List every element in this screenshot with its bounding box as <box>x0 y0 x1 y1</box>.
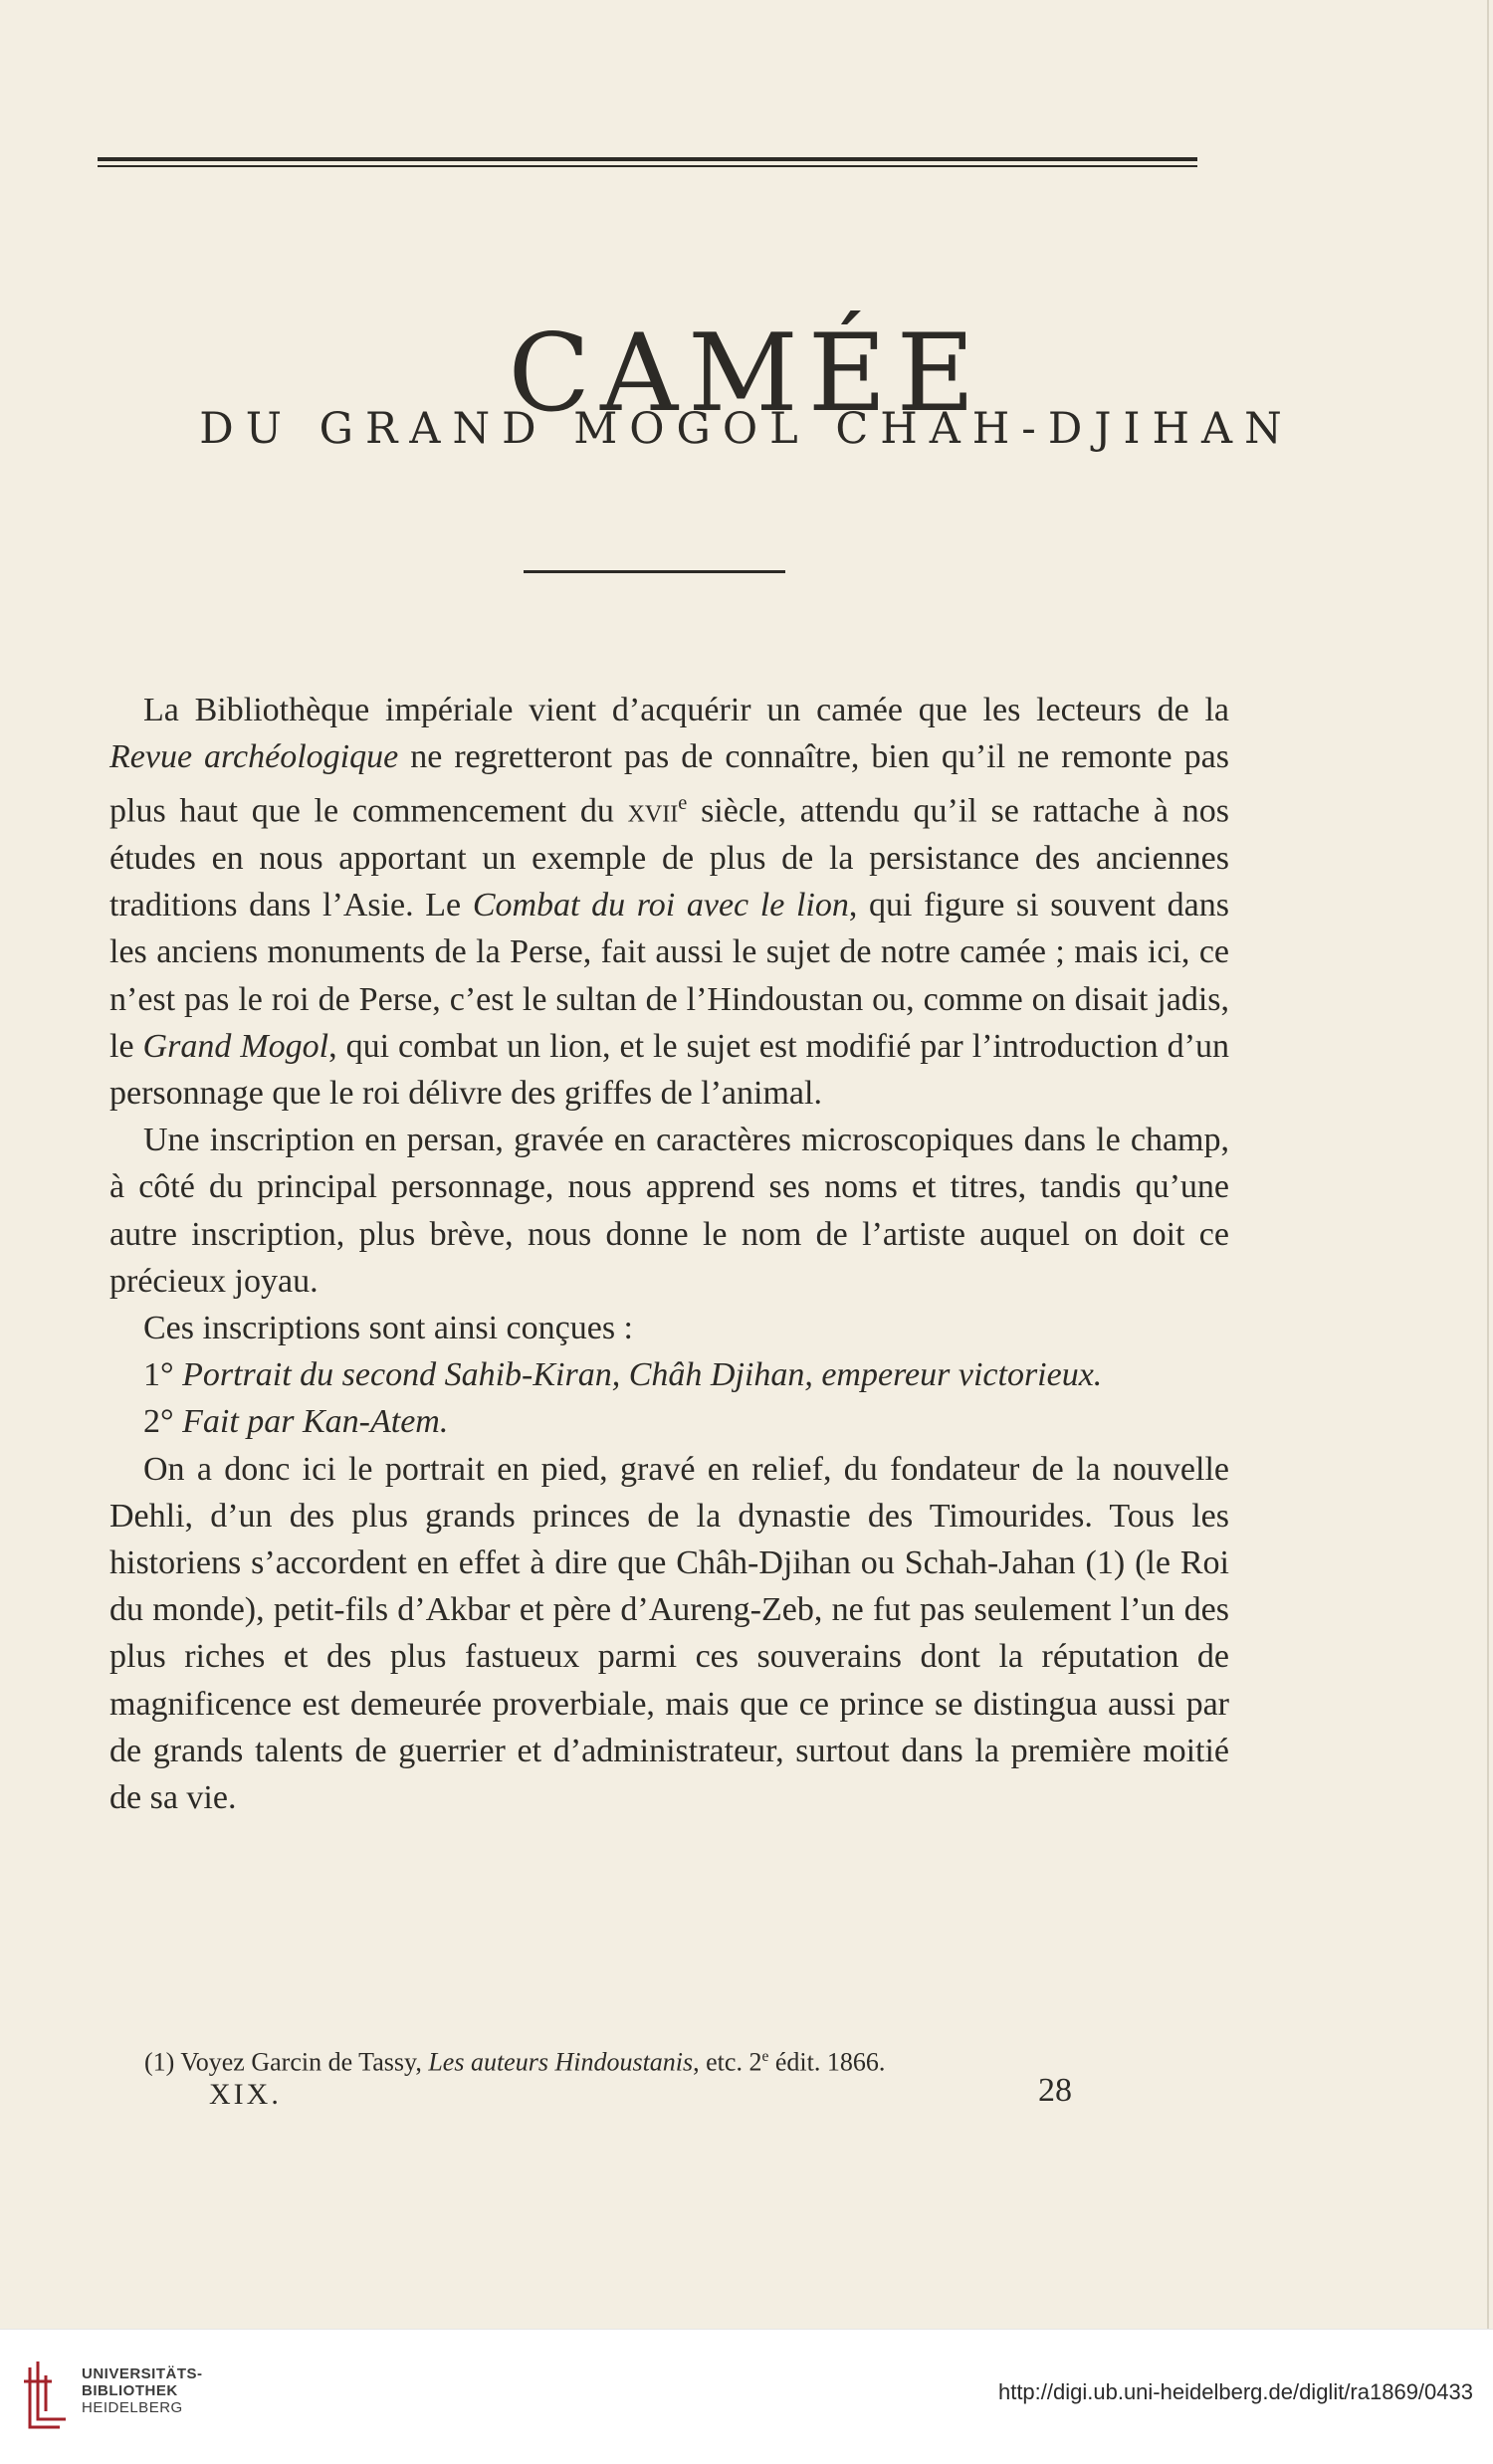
signature-number: 28 <box>1038 2072 1072 2109</box>
viewer-footer <box>0 2329 1493 2464</box>
footnote: (1) Voyez Garcin de Tassy, Les auteurs Hindoustanis, etc. 2e édit. 1866. <box>144 2047 886 2077</box>
article-body <box>109 687 1229 1821</box>
body-paragraph: Une inscription en persan, gravée en caractères microscopiques dans le champ, à côté du principal personnage, nous apprend ses noms et titres, tandis qu’une autre inscription, plus brève, nous donne le nom de l’artiste auquel on doit ce précieux joyau. <box>109 1122 1229 1300</box>
body-paragraph: La Bibliothèque impériale vient d’acquérir un camée que les lecteurs de la Revue archéologique ne regretteront pas de connaître, bien qu’il ne remonte pas plus haut que le commencement du xvii$^e$ siècle, attendu qu’il se rattache à nos études en nous apportant un exemple de plus de la persistance des anciennes traditions dans l’Asie. Le Combat du roi avec le lion, qui figure si souvent dans les anciens monuments de la Perse, fait aussi le sujet de notre camée ; mais ici, ce n’est pas le roi de Perse, c’est le sultan de l’Hindoustan ou, comme on disait jadis, le Grand Mogol, qui combat un lion, et le sujet est modifié par l’introduction d’un personnage que le roi délivre des griffes de l’animal. <box>109 692 1230 1112</box>
library-name <box>82 2365 203 2416</box>
title-separator <box>524 570 785 573</box>
body-paragraph: Ces inscriptions sont ainsi conçues : <box>143 1309 634 1346</box>
library-name-line: BIBLIOTHEK <box>82 2382 178 2399</box>
library-name-line: UNIVERSITÄTS- <box>82 2365 203 2382</box>
library-logo-icon <box>22 2358 68 2437</box>
body-paragraph: On a donc ici le portrait en pied, gravé en relief, du fondateur de la nouvelle Dehli, d’un des plus grands princes de la dynastie des Timourides. Tous les historiens s’accordent en effet à dire que Châh-Djihan ou Schah-Jahan (1) (le Roi du monde), petit-fils d’Akbar et père d’Aureng-Zeb, ne fut pas seulement l’un des plus riches et des plus fastueux parmi ces souverains dont la réputation de magnificence est demeurée proverbiale, mais que ce prince se distingua aussi par de grands talents de guerrier et d’administrateur, surtout dans la première moitié de sa vie. <box>109 1450 1229 1816</box>
header-rule-thick <box>98 157 1197 161</box>
signature-mark: XIX. <box>209 2078 282 2111</box>
body-paragraph: 1° Portrait du second Sahib-Kiran, Châh Djihan, empereur victorieux. <box>143 1356 1103 1394</box>
article-title: CAMÉE <box>508 311 985 437</box>
header-rule-thin <box>98 165 1197 167</box>
library-name-line: HEIDELBERG <box>82 2399 183 2416</box>
permalink-url[interactable]: http://digi.ub.uni-heidelberg.de/diglit/ra1869/0433 <box>997 2379 1473 2404</box>
article-subtitle: DU GRAND MOGOL CHAH-DJIHAN <box>199 404 1294 454</box>
body-paragraph: 2° Fait par Kan-Atem. <box>143 1403 449 1441</box>
